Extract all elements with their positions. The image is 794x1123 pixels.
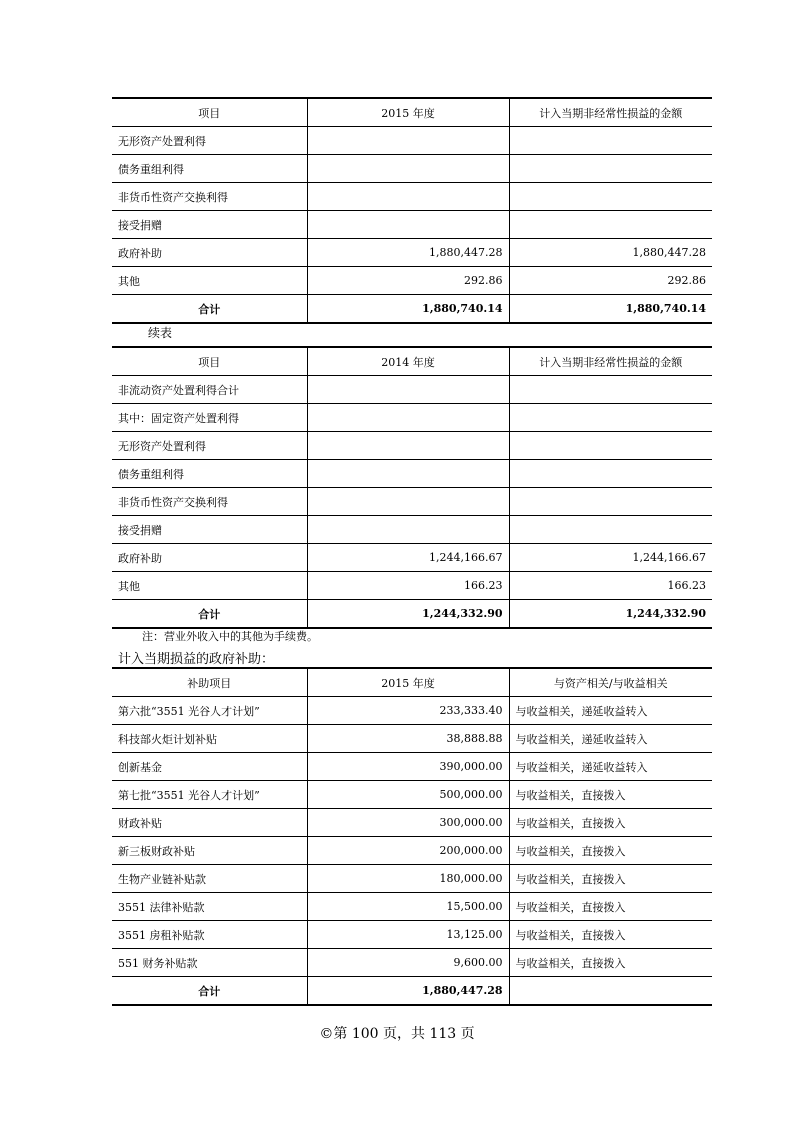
table-row: [112, 432, 712, 460]
value-cell: 1,244,166.67: [509, 544, 712, 572]
value-cell: [509, 404, 712, 432]
value-cell: 292.86: [509, 267, 712, 295]
row-label-cell: 其中：固定资产处置利得: [112, 404, 307, 432]
value-cell: 200,000.00: [307, 837, 509, 865]
value-cell: 292.86: [307, 267, 509, 295]
value-cell: 15,500.00: [307, 893, 509, 921]
value-cell: 233,333.40: [307, 697, 509, 725]
table-row: [112, 949, 712, 977]
row-label-cell: 政府补助: [112, 239, 307, 267]
column-header: 2014 年度: [307, 347, 509, 376]
table-row: [112, 376, 712, 404]
row-label-cell: 第七批“3551 光谷人才计划”: [112, 781, 307, 809]
continued-label: 续表: [148, 326, 173, 340]
value-cell: [509, 155, 712, 183]
government-subsidy-table: [112, 667, 712, 1006]
total-label-cell: 合计: [112, 977, 307, 1006]
column-header: 项目: [112, 98, 307, 127]
row-label-cell: 创新基金: [112, 753, 307, 781]
column-header: 项目: [112, 347, 307, 376]
value-cell: [307, 516, 509, 544]
value-cell: 166.23: [307, 572, 509, 600]
row-label-cell: 非货币性资产交换利得: [112, 183, 307, 211]
column-header: 计入当期非经常性损益的金额: [509, 347, 712, 376]
value-cell: 与收益相关，递延收益转入: [509, 697, 712, 725]
value-cell: [509, 516, 712, 544]
value-cell: [307, 376, 509, 404]
nonrecurring-gains-table-2015: [112, 97, 712, 324]
total-value-cell: [509, 977, 712, 1006]
table-row: [112, 781, 712, 809]
column-header: 补助项目: [112, 668, 307, 697]
column-header: 2015 年度: [307, 668, 509, 697]
table-row: [112, 516, 712, 544]
row-label-cell: 生物产业链补贴款: [112, 865, 307, 893]
value-cell: 与收益相关，直接拨入: [509, 949, 712, 977]
row-label-cell: 其他: [112, 267, 307, 295]
table-row: [112, 697, 712, 725]
table-row: [112, 725, 712, 753]
row-label-cell: 其他: [112, 572, 307, 600]
value-cell: [307, 432, 509, 460]
row-label-cell: 无形资产处置利得: [112, 127, 307, 155]
row-label-cell: 债务重组利得: [112, 460, 307, 488]
value-cell: 与收益相关，直接拨入: [509, 893, 712, 921]
total-value-cell: 1,880,447.28: [307, 977, 509, 1006]
value-cell: [307, 404, 509, 432]
table-header-row: [112, 347, 712, 376]
value-cell: [509, 127, 712, 155]
table-note: 注：营业外收入中的其他为手续费。: [142, 630, 318, 643]
table-row: [112, 921, 712, 949]
column-header: 与资产相关/与收益相关: [509, 668, 712, 697]
value-cell: [307, 155, 509, 183]
value-cell: [509, 183, 712, 211]
row-label-cell: 新三板财政补贴: [112, 837, 307, 865]
value-cell: [509, 432, 712, 460]
value-cell: [307, 211, 509, 239]
row-label-cell: 无形资产处置利得: [112, 432, 307, 460]
table-row: [112, 404, 712, 432]
value-cell: [509, 488, 712, 516]
page-footer: ©第 100 页，共 113 页: [319, 1026, 475, 1042]
value-cell: 300,000.00: [307, 809, 509, 837]
value-cell: [307, 460, 509, 488]
value-cell: [307, 488, 509, 516]
table-row: [112, 865, 712, 893]
value-cell: 与收益相关，直接拨入: [509, 809, 712, 837]
value-cell: [509, 376, 712, 404]
value-cell: 与收益相关，递延收益转入: [509, 725, 712, 753]
value-cell: 500,000.00: [307, 781, 509, 809]
value-cell: 13,125.00: [307, 921, 509, 949]
table-row: [112, 127, 712, 155]
table-row: [112, 893, 712, 921]
total-value-cell: 1,880,740.14: [307, 295, 509, 324]
row-label-cell: 财政补贴: [112, 809, 307, 837]
value-cell: 166.23: [509, 572, 712, 600]
column-header: 2015 年度: [307, 98, 509, 127]
value-cell: [307, 183, 509, 211]
value-cell: 与收益相关，递延收益转入: [509, 753, 712, 781]
row-label-cell: 科技部火炬计划补贴: [112, 725, 307, 753]
value-cell: 与收益相关，直接拨入: [509, 837, 712, 865]
table-row: [112, 753, 712, 781]
row-label-cell: 3551 房租补贴款: [112, 921, 307, 949]
value-cell: 38,888.88: [307, 725, 509, 753]
value-cell: 180,000.00: [307, 865, 509, 893]
table-row: [112, 488, 712, 516]
table-row: [112, 211, 712, 239]
table-row: [112, 544, 712, 572]
nonrecurring-gains-table-2014: [112, 346, 712, 629]
row-label-cell: 非流动资产处置利得合计: [112, 376, 307, 404]
table-row: [112, 460, 712, 488]
table-row: [112, 809, 712, 837]
value-cell: [509, 211, 712, 239]
value-cell: 1,244,166.67: [307, 544, 509, 572]
value-cell: 1,880,447.28: [509, 239, 712, 267]
row-label-cell: 接受捐赠: [112, 516, 307, 544]
table-header-row: [112, 98, 712, 127]
value-cell: 与收益相关，直接拨入: [509, 865, 712, 893]
row-label-cell: 非货币性资产交换利得: [112, 488, 307, 516]
table-header-row: [112, 668, 712, 697]
table-row: [112, 239, 712, 267]
row-label-cell: 接受捐赠: [112, 211, 307, 239]
total-value-cell: 1,880,740.14: [509, 295, 712, 324]
total-value-cell: 1,244,332.90: [307, 600, 509, 629]
total-label-cell: 合计: [112, 295, 307, 324]
value-cell: 与收益相关，直接拨入: [509, 781, 712, 809]
row-label-cell: 第六批“3551 光谷人才计划”: [112, 697, 307, 725]
subsidy-heading: 计入当期损益的政府补助：: [118, 652, 275, 667]
value-cell: [307, 127, 509, 155]
value-cell: [509, 460, 712, 488]
row-label-cell: 3551 法律补贴款: [112, 893, 307, 921]
total-row: [112, 977, 712, 1006]
row-label-cell: 政府补助: [112, 544, 307, 572]
total-label-cell: 合计: [112, 600, 307, 629]
total-value-cell: 1,244,332.90: [509, 600, 712, 629]
column-header: 计入当期非经常性损益的金额: [509, 98, 712, 127]
row-label-cell: 551 财务补贴款: [112, 949, 307, 977]
value-cell: 9,600.00: [307, 949, 509, 977]
table-row: [112, 183, 712, 211]
table-row: [112, 267, 712, 295]
value-cell: 390,000.00: [307, 753, 509, 781]
total-row: [112, 600, 712, 629]
table-row: [112, 837, 712, 865]
table-row: [112, 572, 712, 600]
table-row: [112, 155, 712, 183]
value-cell: 1,880,447.28: [307, 239, 509, 267]
row-label-cell: 债务重组利得: [112, 155, 307, 183]
total-row: [112, 295, 712, 324]
value-cell: 与收益相关，直接拨入: [509, 921, 712, 949]
